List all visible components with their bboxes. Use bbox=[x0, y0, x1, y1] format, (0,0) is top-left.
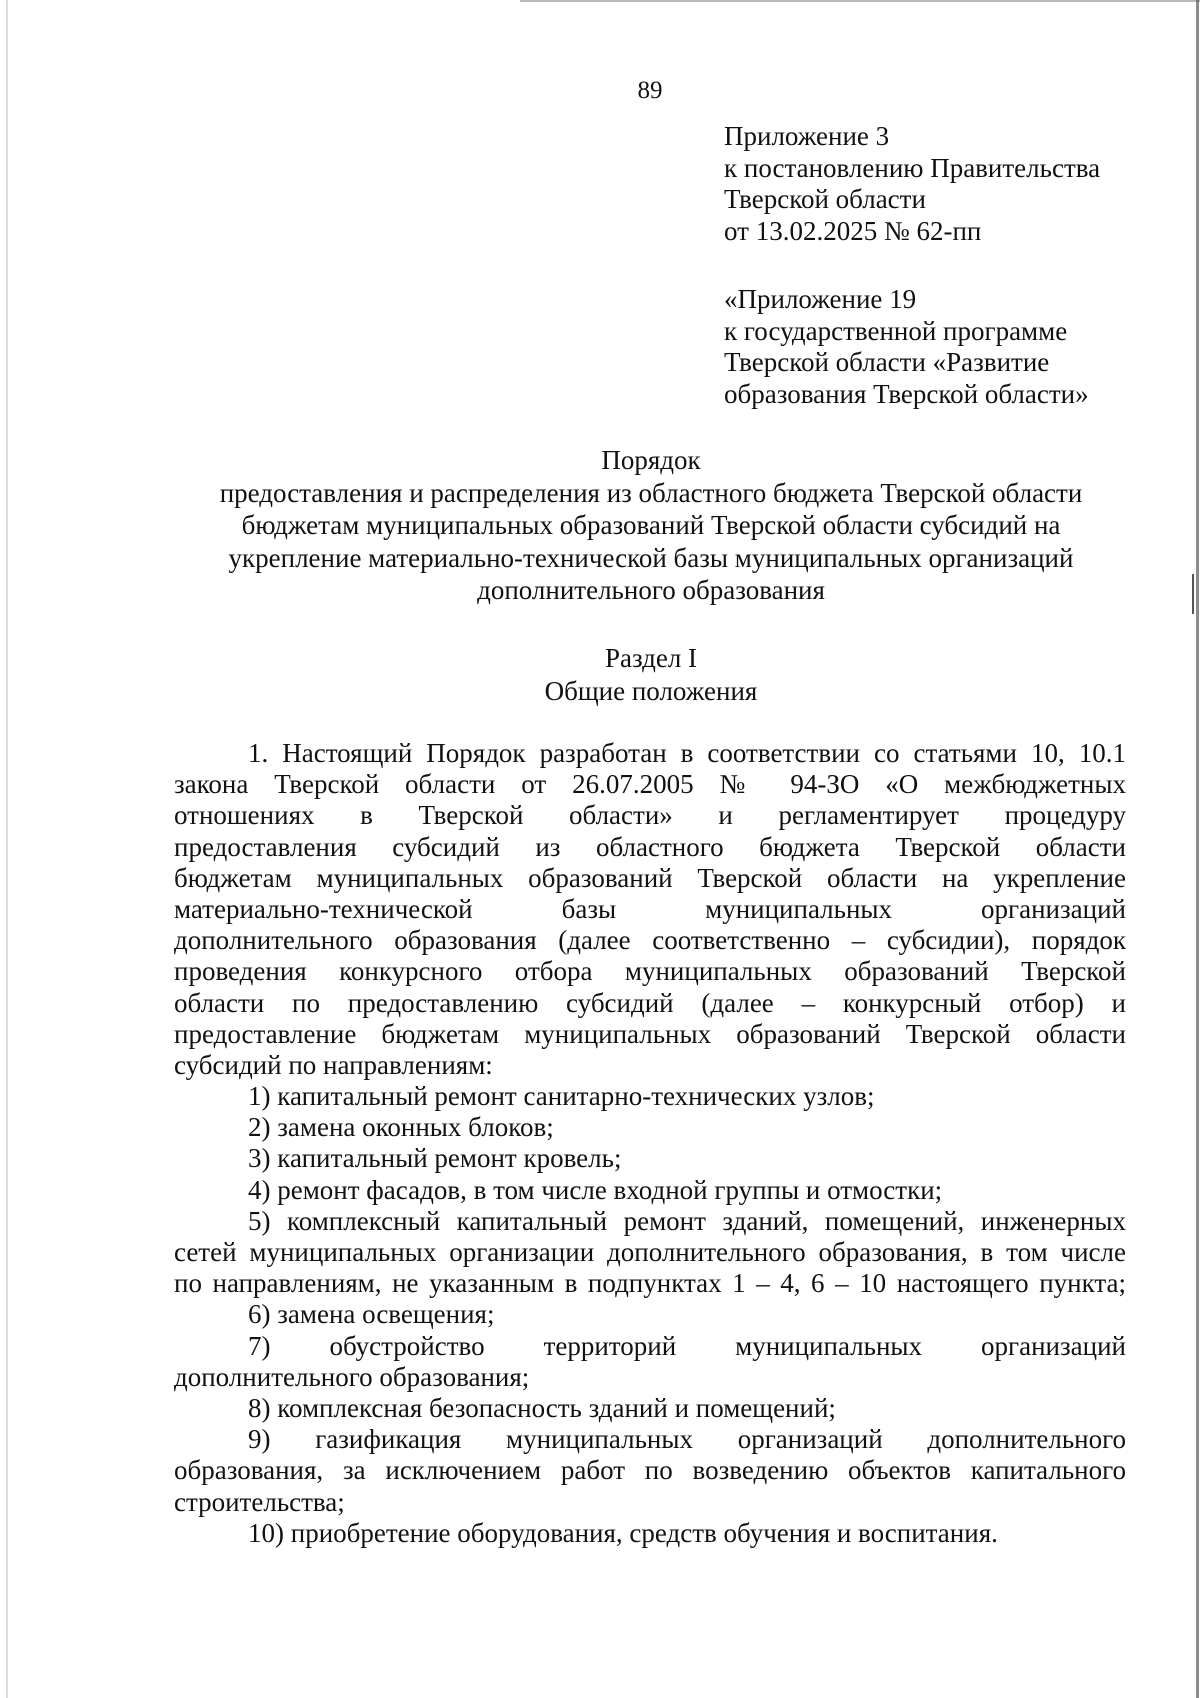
section-number: Раздел I bbox=[604, 643, 698, 673]
list-item: 7) обустройство территорий муниципальных организаций bbox=[248, 1330, 1126, 1361]
paragraph-line: отношениях в Тверской области» и регламентирует процедуру bbox=[174, 800, 1126, 831]
appendix-line: к государственной программе bbox=[724, 315, 1068, 346]
body-text bbox=[174, 738, 1126, 1549]
list-item: 9) газификация муниципальных организаций дополнительного bbox=[248, 1424, 1126, 1455]
appendix-line: Приложение 3 bbox=[724, 121, 890, 151]
title-line: бюджетам муниципальных образований Тверской области субсидий на bbox=[241, 510, 1061, 540]
appendix-line: Тверской области «Развитие bbox=[724, 347, 1050, 377]
scan-edge-left bbox=[6, 0, 8, 1698]
list-item-continuation: сетей муниципальных организации дополнительного образования, в том числе bbox=[174, 1237, 1126, 1267]
page-number: 89 bbox=[637, 77, 663, 104]
section-heading bbox=[176, 642, 1126, 708]
appendix-line: к постановлению Правительства bbox=[724, 152, 1101, 183]
list-item: 3) капитальный ремонт кровель; bbox=[248, 1143, 622, 1174]
title-line: предоставления и распределения из областного бюджета Тверской области bbox=[219, 477, 1083, 508]
scan-edge-right bbox=[1196, 0, 1199, 1698]
appendix-line: «Приложение 19 bbox=[724, 284, 917, 314]
list-item: 1) капитальный ремонт санитарно-технических узлов; bbox=[248, 1081, 875, 1112]
title-line: дополнительного образования bbox=[477, 575, 825, 605]
title-line: укрепление материально-технической базы муниципальных организаций bbox=[228, 542, 1074, 573]
appendix-line: от 13.02.2025 № 62-пп bbox=[724, 215, 982, 246]
paragraph-line: бюджетам муниципальных образований Тверской области на укрепление bbox=[174, 862, 1126, 893]
appendix-current-block bbox=[724, 121, 1100, 247]
list-item: 2) замена оконных блоков; bbox=[248, 1112, 554, 1143]
paragraph-line: предоставление бюджетам муниципальных образований Тверской области bbox=[174, 1018, 1126, 1049]
section-name: Общие положения bbox=[544, 676, 758, 706]
list-item: 6) замена освещения; bbox=[248, 1299, 495, 1330]
paragraph-line: 1. Настоящий Порядок разработан в соответствии со статьями 10, 10.1 bbox=[248, 738, 1126, 768]
list-item-continuation: по направлениям, не указанным в подпунктах 1 – 4, 6 – 10 настоящего пункта; bbox=[174, 1268, 1126, 1299]
appendix-line: образования Тверской области» bbox=[724, 378, 1089, 409]
document-title bbox=[176, 444, 1126, 607]
appendix-line: Тверской области bbox=[724, 184, 926, 214]
paragraph-line: закона Тверской области от 26.07.2005 № 94-ЗО «О межбюджетных bbox=[174, 769, 1126, 800]
list-item: 5) комплексный капитальный ремонт зданий, помещений, инженерных bbox=[248, 1205, 1126, 1236]
paragraph-line: проведения конкурсного отбора муниципальных образований Тверской bbox=[174, 956, 1126, 987]
paragraph-line: субсидий по направлениям: bbox=[174, 1049, 493, 1080]
list-item-continuation: дополнительного образования; bbox=[174, 1361, 530, 1392]
scan-edge-top bbox=[520, 0, 1200, 2]
margin-mark bbox=[1192, 574, 1194, 614]
title-line: Порядок bbox=[601, 445, 701, 475]
paragraph-line: материально-технической базы муниципальных организаций bbox=[174, 893, 1126, 924]
list-item-continuation: строительства; bbox=[174, 1486, 345, 1517]
paragraph-line: предоставления субсидий из областного бюджета Тверской области bbox=[174, 831, 1126, 862]
list-item: 8) комплексная безопасность зданий и помещений; bbox=[248, 1392, 836, 1423]
paragraph-line: дополнительного образования (далее соответственно – субсидии), порядок bbox=[174, 925, 1126, 956]
list-item-continuation: образования, за исключением работ по возведению объектов капитального bbox=[174, 1455, 1126, 1486]
list-item: 4) ремонт фасадов, в том числе входной группы и отмостки; bbox=[248, 1174, 943, 1205]
appendix-original-block bbox=[724, 284, 1089, 410]
list-item: 10) приобретение оборудования, средств обучения и воспитания. bbox=[248, 1517, 998, 1548]
paragraph-line: области по предоставлению субсидий (далее – конкурсный отбор) и bbox=[174, 987, 1126, 1018]
